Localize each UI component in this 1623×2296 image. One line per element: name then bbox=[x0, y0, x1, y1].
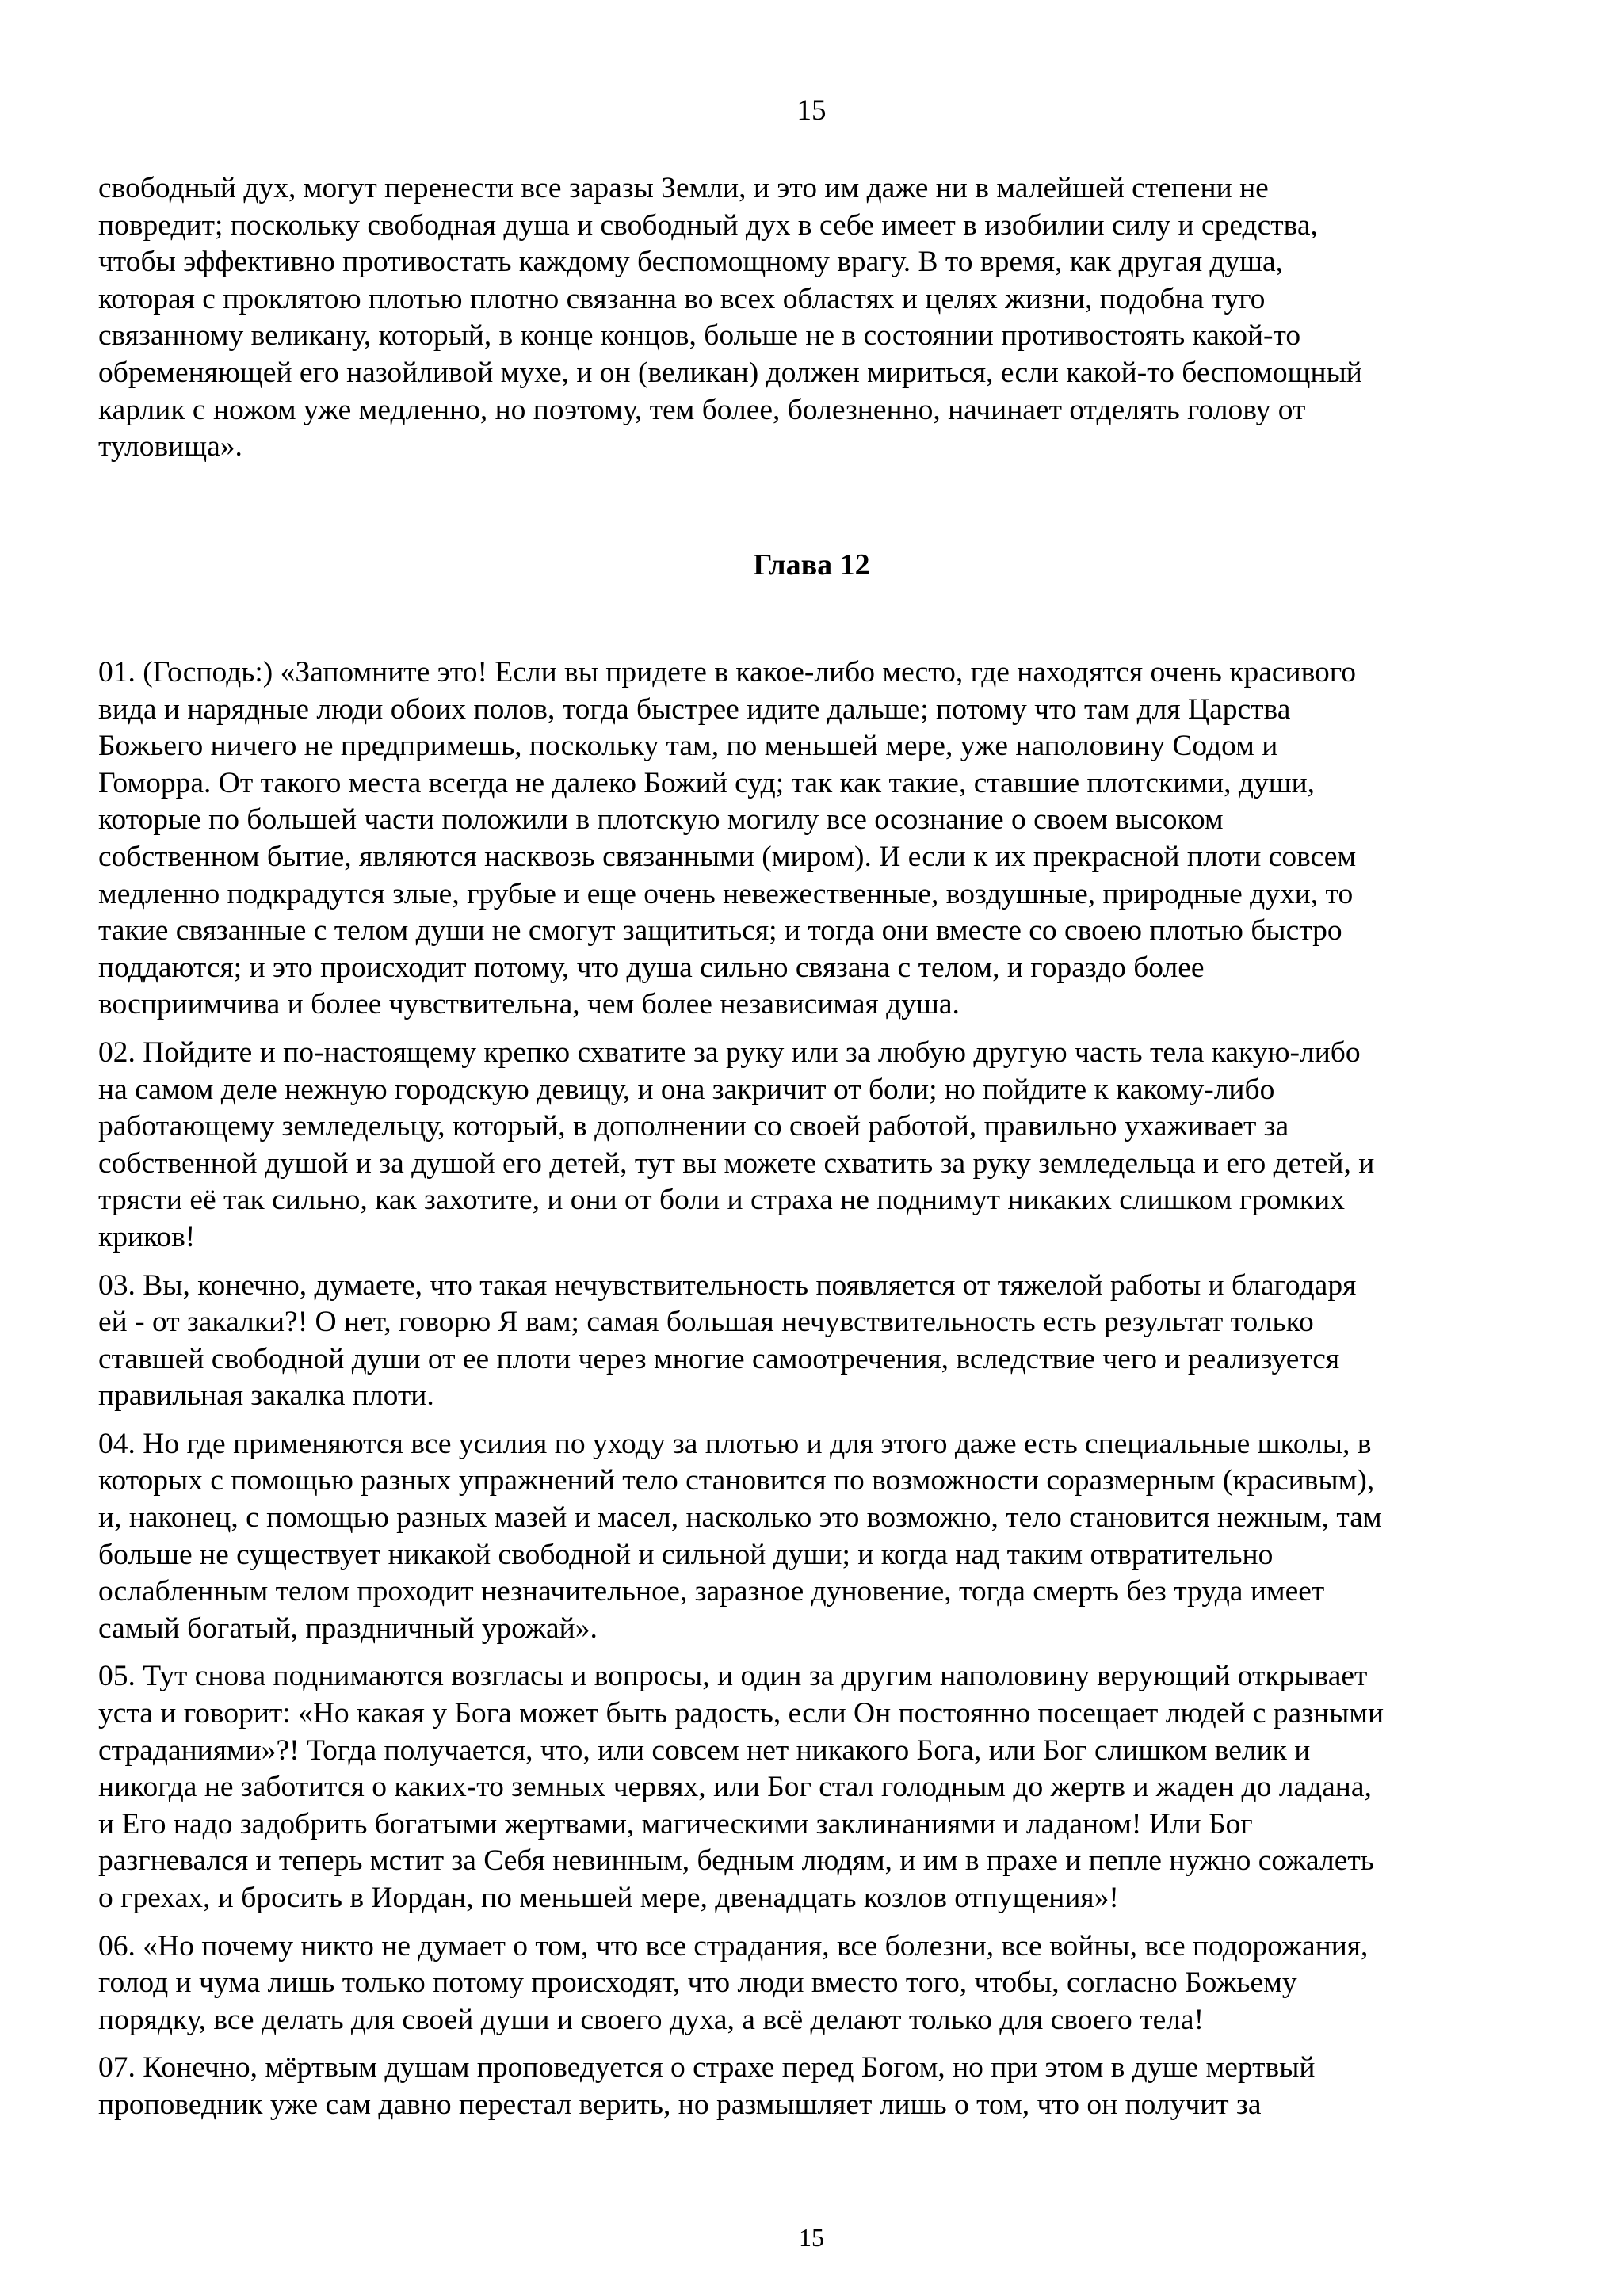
verse-paragraph: 06. «Но почему никто не думает о том, что все страдания, все болезни, все войны, все подорожания, голод и чума лишь только потому происходят, что люди вместо того, чтобы, согласно Божьему порядку, все делать для своей души и своего духа, а всё делают только для своего тела! bbox=[98, 1929, 1369, 2036]
chapter-heading: Глава 12 bbox=[753, 548, 870, 582]
verses-section bbox=[98, 654, 1525, 2135]
page-number-bottom: 15 bbox=[799, 2223, 824, 2252]
intro-paragraph: свободный дух, могут перенести все заразы Земли, и это им даже ни в малейшей степени не повредит; поскольку свободная душа и свободный дух в себе имеет в изобилии силу и средства, чтобы эффективно противостать каждому беспомощному врагу. В то время, как другая душа, которая с проклятою плотью плотно связанна во всех областях и целях жизни, подобна туго связанному великану, который, в конце концов, больше не в состоянии противостоять какой-то обременяющей его назойливой мухе, и он (великан) должен мириться, если какой-то беспомощный карлик с ножом уже медленно, но поэтому, тем более, болезненно, начинает отделять голову от туловища». bbox=[98, 172, 1362, 463]
intro-section bbox=[98, 170, 1525, 466]
verse-paragraph: 07. Конечно, мёртвым душам проповедуется о страхе перед Богом, но при этом в душе мертвый проповедник уже сам давно перестал верить, но размышляет лишь о том, что он получит за bbox=[98, 2051, 1316, 2121]
verse-paragraph: 02. Пойдите и по-настоящему крепко схватите за руку или за любую другую часть тела какую-либо на самом деле нежную городскую девицу, и она закричит от боли; но пойдите к какому-либо работающему земледельцу, который, в дополнении со своей работой, правильно ухаживает за собственной душой и за душой его детей, тут вы можете схватить за руку земледельца и его детей, и трясти её так сильно, как захотите, и они от боли и страха не поднимут никаких слишком громких криков! bbox=[98, 1035, 1375, 1253]
verse-paragraph: 01. (Господь:) «Запомните это! Если вы придете в какое-либо место, где находятся очень красивого вида и нарядные люди обоих полов, тогда быстрее идите дальше; потому что там для Царства Божьего ничего не предпримешь, поскольку там, по меньшей мере, уже наполовину Содом и Гоморра. От такого места всегда не далеко Божий суд; так как такие, ставшие плотскими, души, которые по большей части положили в плотскую могилу все осознание о своем высоком собственном бытие, являются насквозь связанными (миром). И если к их прекрасной плоти совсем медленно подкрадутся злые, грубые и еще очень невежественные, воздушные, природные духи, то такие связанные с телом души не смогут защититься; и тогда они вместе со своею плотью быстро поддаются; и это происходит потому, что душа сильно связана с телом, и гораздо более восприимчива и более чувствительна, чем более независимая душа. bbox=[98, 656, 1357, 1021]
page-number-top: 15 bbox=[796, 94, 827, 127]
verse-paragraph: 04. Но где применяются все усилия по уходу за плотью и для этого даже есть специальные школы, в которых с помощью разных упражнений тело становится по возможности соразмерным (красивым), и, наконец, с помощью разных мазей и масел, насколько это возможно, тело становится нежным, там больше не существует никакой свободной и сильной души; и когда над таким отвратительно ослабленным телом проходит незначительное, заразное дуновение, тогда смерть без труда имеет самый богатый, праздничный урожай». bbox=[98, 1427, 1382, 1645]
verse-paragraph: 03. Вы, конечно, думаете, что такая нечувствительность появляется от тяжелой работы и благодаря ей - от закалки?! О нет, говорю Я вам; самая большая нечувствительность есть результат только ставшей свободной души от ее плоти через многие самоотречения, вследствие чего и реализуется правильная закалка плоти. bbox=[98, 1268, 1357, 1413]
verse-paragraph: 05. Тут снова поднимаются возгласы и вопросы, и один за другим наполовину верующий открывает уста и говорит: «Но какая у Бога может быть радость, если Он постоянно посещает людей с разными страданиями»?! Тогда получается, что, или совсем нет никакого Бога, или Бог слишком велик и никогда не заботится о каких-то земных червях, или Бог стал голодным до жертв и жаден до ладана, и Его надо задобрить богатыми жертвами, магическими заклинаниями и ладаном! Или Бог разгневался и теперь мстит за Себя невинным, бедным людям, и им в прахе и пепле нужно сожалеть о грехах, и бросить в Иордан, по меньшей мере, двенадцать козлов отпущения»! bbox=[98, 1660, 1384, 1914]
